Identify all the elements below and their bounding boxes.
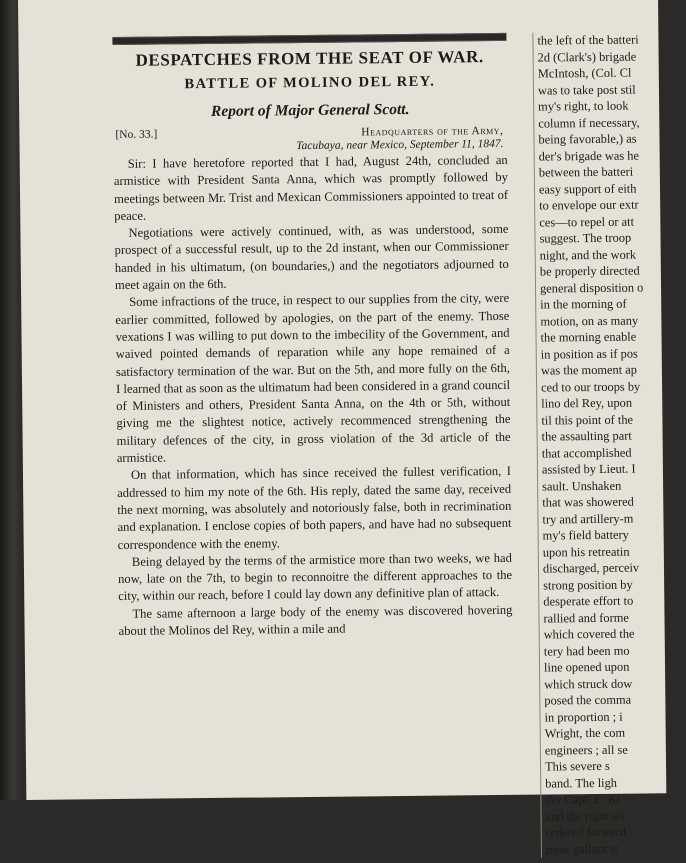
column-line: der Capt. E. Ki [545, 791, 621, 807]
column-line: This severe s [544, 758, 610, 774]
column-line: night, and the work [539, 247, 637, 263]
report-title: Report of Major General Scott. [210, 100, 410, 120]
column-line: assisted by Lieut. I [541, 461, 636, 477]
column-line: being favorable,) as [538, 131, 637, 147]
column-line: discharged, perceiv [542, 560, 640, 576]
column-line: tery had been mo [543, 643, 630, 659]
column-line: 2d (Clark's) brigade [537, 49, 637, 65]
paragraph: Being delayed by the terms of the armistice more than two weeks, we had now, late on the 7th, to begin to reconnoitre the different approaches to the city, within our reach, before I could lay down any definitive plan of attack. [117, 550, 513, 604]
column-line: lino del Rey, upon [541, 395, 633, 411]
column-line: til this point of the [541, 412, 634, 428]
column-line: my's field battery [542, 527, 629, 543]
column-line: be properly directed [539, 263, 640, 279]
column-line: in the morning of [540, 296, 627, 312]
column-line: motion, on as many [540, 313, 639, 329]
column-line: which covered the [543, 626, 635, 642]
column-line: desperate effort to [543, 593, 634, 609]
column-line: was to take post stil [537, 82, 636, 98]
column-line: easy support of eith [538, 181, 637, 197]
column-line: that was showered [542, 494, 634, 510]
column-line: ced to our troops by [541, 379, 641, 395]
dispatch-meta [113, 124, 507, 156]
column-line: rallied and forme [543, 610, 629, 626]
column-line: band. The ligh [545, 775, 618, 791]
headline: DESPATCHES FROM THE SEAT OF WAR. [135, 47, 484, 70]
paragraph: Sir: I have heretofore reported that I had, August 24th, concluded an armistice with President Santa Anna, which was promptly followed by meetings between Mr. Trist and Mexican Commissioners appointed to treat of peace. [113, 152, 509, 223]
column-line: in proportion ; i [544, 709, 623, 725]
column-line: between the batteri [538, 164, 634, 180]
column-line: try and artillery-m [542, 511, 634, 527]
column-line: in position as if pos [540, 346, 638, 362]
paragraph: Some infractions of the truce, in respect to our supplies from the city, were earlier committed, followed by apologies, on the part of the enemy. Those vexations I was willing to put down to the imbecility of the Government, and waived pointed demands of reparation while any hope remained of a satisfactory termination of the war. But on the 5th, and more fully on the 6th, I learned that as soon as the ultimatum had been considered in a grand council of Ministers and others, President Santa Anna, on the 4th or 5th, without giving me the slightest notice, actively recommenced strengthening the military defences of the city, in gross violation of the 3d article of the armistice. [115, 291, 511, 466]
dateline: Tacubaya, near Mexico, September 11, 1847. [296, 137, 504, 153]
column-line: ces—to repel or att [539, 214, 635, 230]
column-line: upon his retreatin [542, 544, 630, 560]
column-line: line opened upon [543, 659, 630, 675]
column-line: which struck dow [544, 676, 633, 692]
subheadline: BATTLE OF MOLINO DEL REY. [184, 73, 436, 93]
column-line: the left of the batteri [537, 32, 639, 48]
column-line: column if necessary, [538, 114, 640, 131]
column-top-rule [112, 33, 506, 45]
newspaper-page [18, 0, 666, 857]
column-line: posed the comma [544, 692, 632, 708]
column-line: to envelope our extr [539, 197, 639, 213]
adjacent-column [532, 31, 686, 857]
column-line: der's brigade was he [538, 148, 640, 164]
column-line: the assaulting part [541, 428, 632, 444]
article-column [112, 33, 512, 640]
column-line: engineers ; all se [544, 742, 628, 758]
column-line: and the right wi [545, 808, 624, 824]
column-line: that accomplished [541, 445, 632, 461]
column-line: ordered forward [545, 824, 626, 840]
column-line: suggest. The troop [539, 230, 632, 246]
column-line: general disposition o [539, 279, 644, 296]
headquarters-line: Headquarters of the Army, [361, 124, 504, 139]
column-line: the morning enable [540, 329, 637, 345]
dispatch-number: [No. 33.] [115, 128, 158, 141]
paragraph: Negotiations were actively continued, with, as was understood, some prospect of a successful result, up to the 2d instant, when our Commissioner handed in his ultimatum, (on boundaries,) and the negotiators adjourned to meet again on the 6th. [114, 222, 509, 293]
column-line: most gallant st [545, 841, 619, 857]
paragraph: The same afternoon a large body of the enemy was discovered hovering about the Molinos del Rey, within a mile and [118, 602, 513, 638]
column-line: McIntosh, (Col. Cl [537, 65, 632, 81]
column-line: was the moment ap [540, 362, 637, 378]
column-line: sault. Unshaken [542, 478, 622, 494]
column-line: my's right, to look [538, 98, 629, 114]
column-line: Wright, the com [544, 725, 626, 741]
column-line: strong position by [543, 577, 633, 593]
paragraph: On that information, which has since received the fullest verification, I addressed to him my note of the 6th. His reply, dated the same day, received the next morning, was absolutely and notoriously false, both in recrimination and explanation. I enclose copies of both papers, and have had no subsequent correspondence with the enemy. [117, 464, 512, 552]
